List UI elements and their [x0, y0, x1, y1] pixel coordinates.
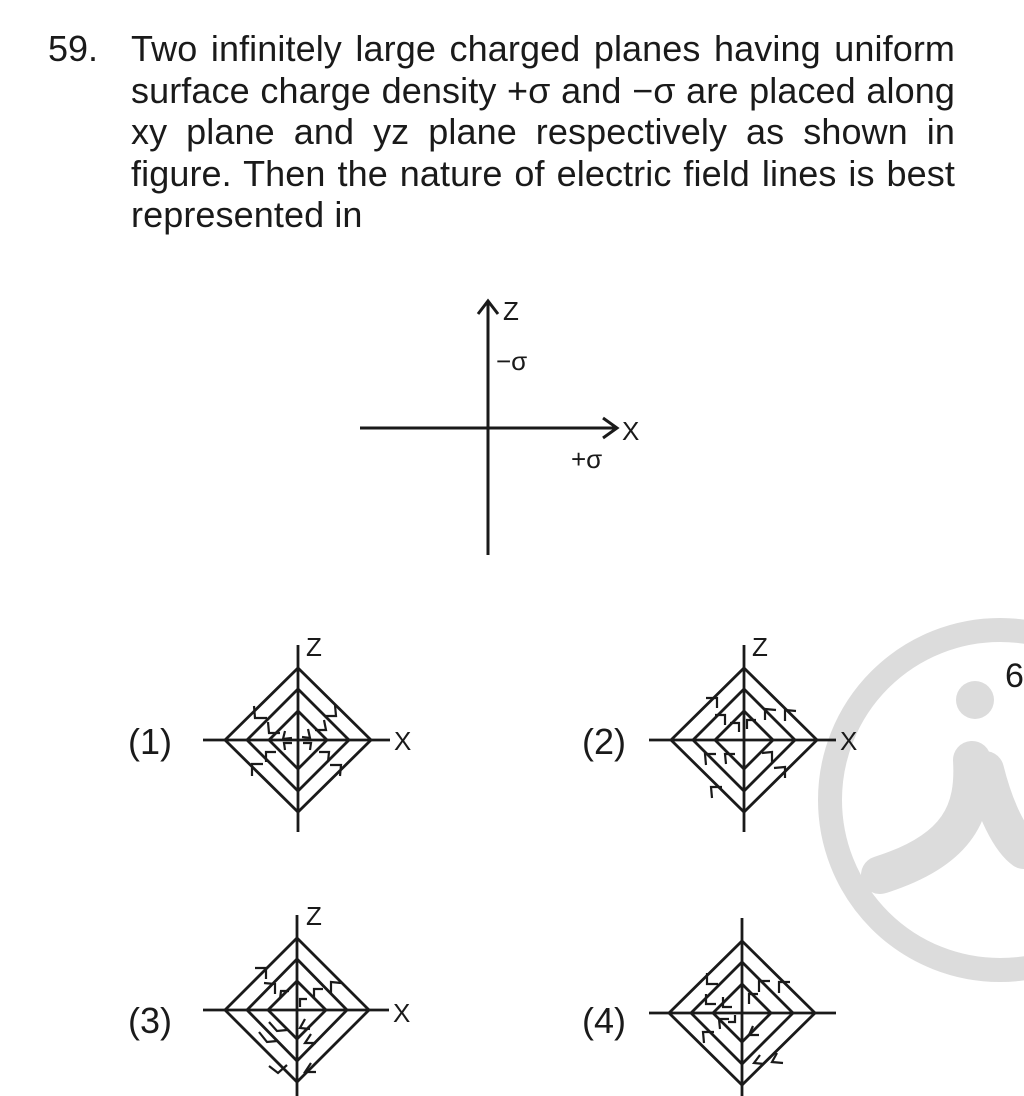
main-x-label: X: [622, 416, 640, 446]
option-3-x-label: X: [393, 998, 411, 1028]
main-x-charge: +σ: [571, 444, 603, 474]
option-1-label: (1): [128, 721, 172, 762]
side-fragment-text: 6: [1005, 657, 1024, 695]
option-1-x-label: X: [394, 726, 412, 756]
option-4-label: (4): [582, 1000, 626, 1041]
question-text: Two infinitely large charged planes having uniform surface charge density +σ and −σ are placed along xy plane and yz plane respectively as shown in figure. Then the nature of electric field lines is best represented in: [131, 28, 955, 235]
option-4-diagram[interactable]: [649, 918, 836, 1096]
option-3-label: (3): [128, 1000, 172, 1041]
option-3-diagram[interactable]: [203, 915, 389, 1096]
main-figure: [360, 301, 617, 555]
main-z-label: Z: [503, 296, 519, 326]
option-2-label: (2): [582, 721, 626, 762]
main-z-charge: −σ: [496, 346, 528, 376]
option-1-z-label: Z: [306, 632, 322, 662]
option-2-diagram[interactable]: [649, 645, 836, 832]
option-2-z-label: Z: [752, 632, 768, 662]
option-3-z-label: Z: [306, 901, 322, 931]
option-2-x-label: X: [840, 726, 858, 756]
option-1-diagram[interactable]: [203, 645, 390, 832]
question-number: 59.: [48, 28, 99, 69]
